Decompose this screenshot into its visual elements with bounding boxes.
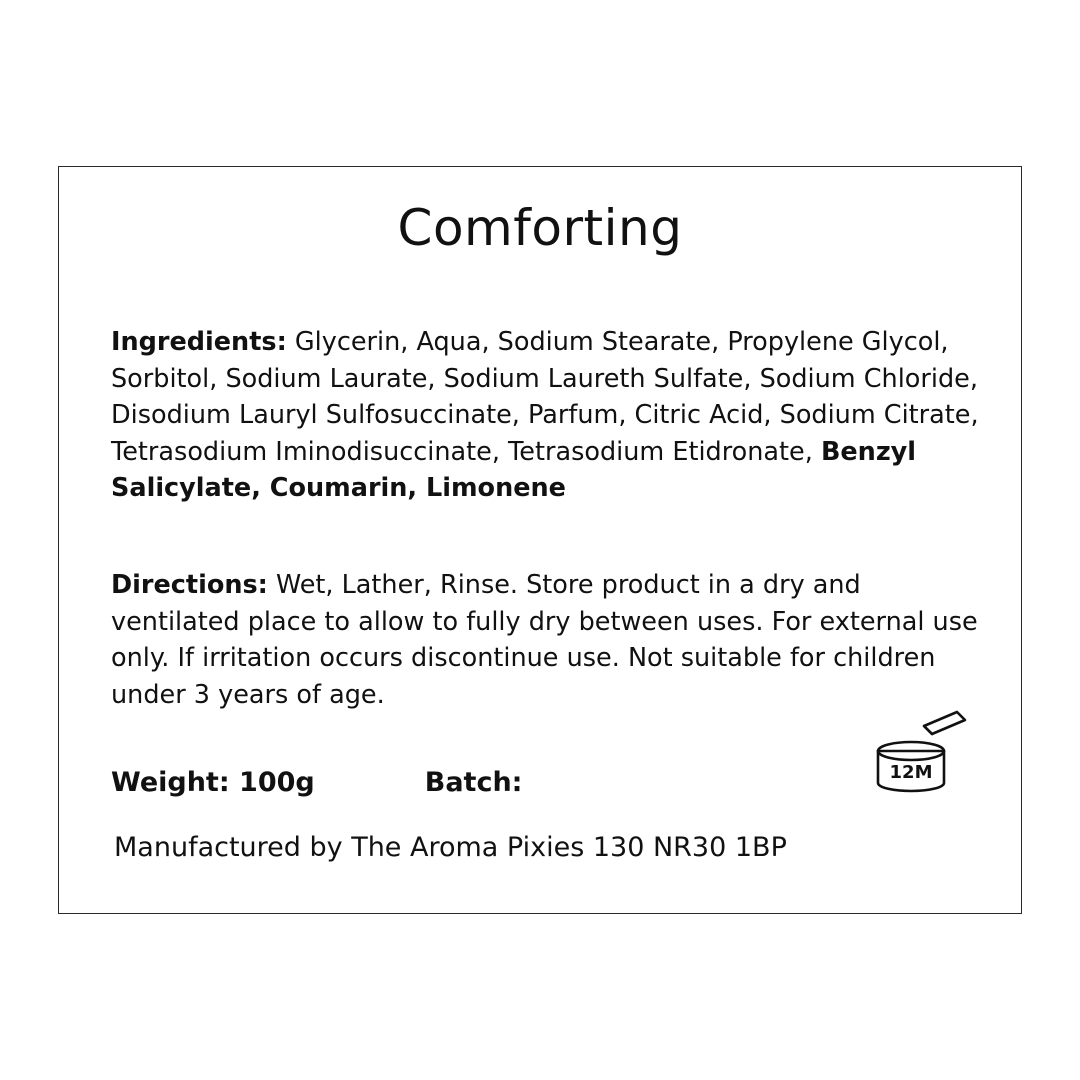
directions-label: Directions:: [111, 570, 268, 600]
meta-row: [111, 767, 522, 798]
period-after-opening-icon: [864, 707, 969, 802]
directions-text: Wet, Lather, Rinse. Store product in a dry and ventilated place to allow to fully dry between uses. For external use only. If irritation occurs discontinue use. Not suitable for children under 3 years of age.: [111, 570, 978, 710]
ingredients-allergens: Benzyl Salicylate, Coumarin, Limonene: [111, 436, 917, 503]
weight-value: Weight: 100g: [111, 767, 315, 798]
pao-period-text: 12M: [889, 762, 933, 783]
ingredients-text: Glycerin, Aqua, Sodium Stearate, Propylene Glycol, Sorbitol, Sodium Laurate, Sodium Laureth Sulfate, Sodium Chloride, Disodium Lauryl Sulfosuccinate, Parfum, Citric Acid, Sodium Citrate, Tetrasodium Iminodisuccinate, Tetrasodium Etidronate,: [111, 327, 979, 467]
manufacturer-text: Manufactured by The Aroma Pixies 130 NR30 1BP: [114, 832, 787, 863]
ingredients-label: Ingredients:: [111, 327, 287, 357]
directions-paragraph: [111, 567, 981, 713]
product-label-card: [58, 166, 1022, 914]
batch-value: Batch:: [424, 767, 523, 798]
page-title: Comforting: [397, 199, 683, 257]
ingredients-paragraph: [111, 324, 981, 507]
